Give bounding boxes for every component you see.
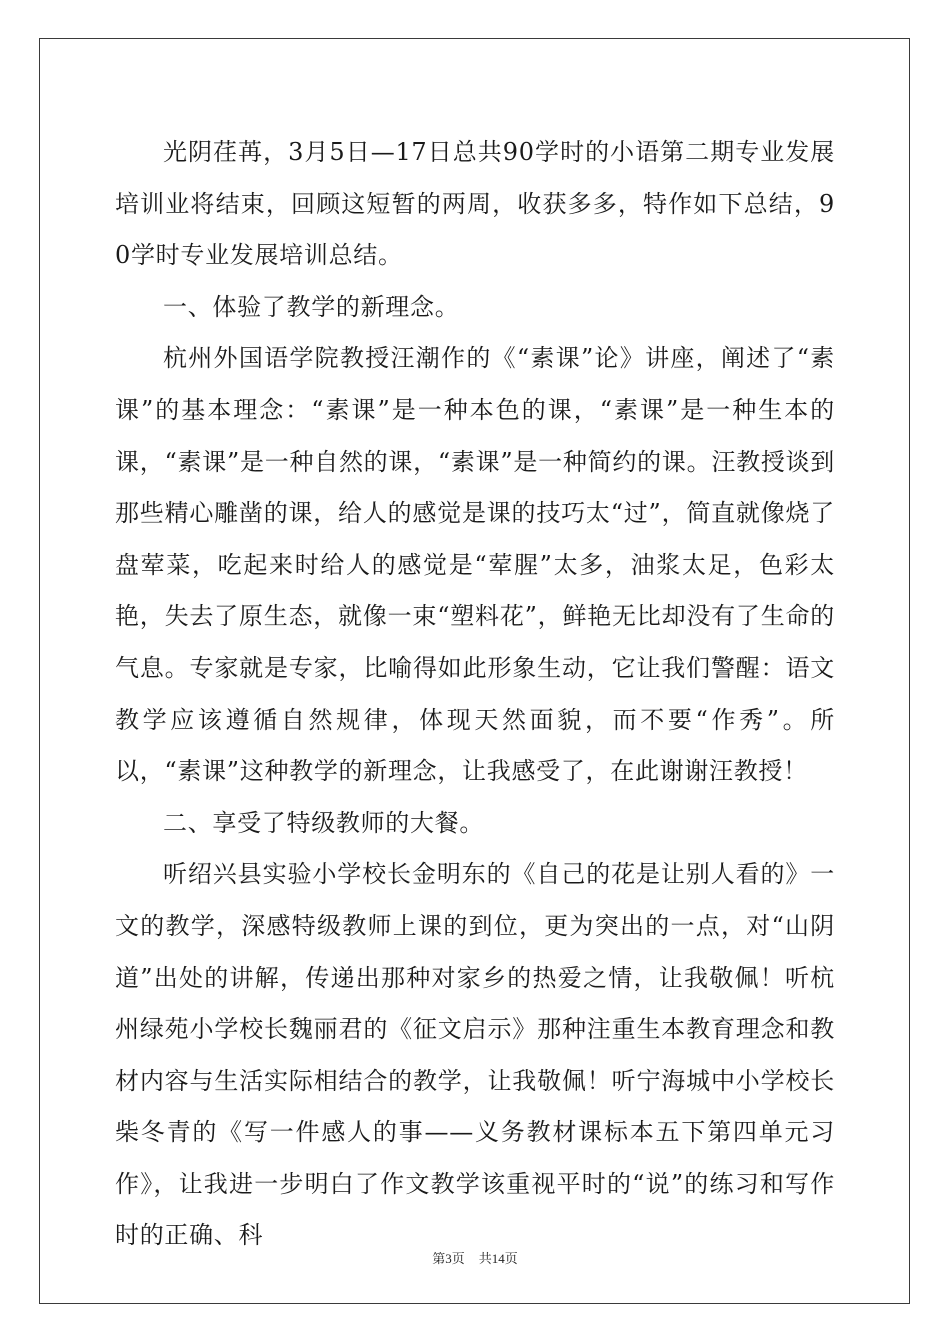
- section-heading-2: 二、享受了特级教师的大餐。: [163, 808, 485, 837]
- section-2-paragraph: 听绍兴县实验小学校长金明东的《自己的花是让别人看的》一文的教学，深感特级教师上课的到位，更为突出的一点，对“山阴道”出处的讲解，传递出那种对家乡的热爱之情，让我敬佩！听杭州绿苑小学校长魏丽君的《征文启示》那种注重生本教育理念和教材内容与生活实际相结合的教学，让我敬佩！听宁海城中小学校长柴冬青的《写一件感人的事——义务教材课标本五下第四单元习作》，让我进一步明白了作文教学该重视平时的“说”的练习和写作时的正确、科: [115, 860, 835, 1250]
- page-number: 第3页: [432, 1251, 465, 1266]
- document-body: [115, 127, 835, 1262]
- intro-paragraph: 光阴荏苒，3月5日—17日总共90学时的小语第二期专业发展培训业将结束，回顾这短暂的两周，收获多多，特作如下总结，90学时专业发展培训总结。: [115, 138, 835, 270]
- section-1-paragraph: 杭州外国语学院教授汪潮作的《“素课”论》讲座，阐述了“素课”的基本理念：“素课”是一种本色的课，“素课”是一种生本的课，“素课”是一种自然的课，“素课”是一种简约的课。汪教授谈到那些精心雕凿的课，给人的感觉是课的技巧太“过”，简直就像烧了盘荤菜，吃起来时给人的感觉是“荤腥”太多，油浆太足，色彩太艳，失去了原生态，就像一束“塑料花”，鲜艳无比却没有了生命的气息。专家就是专家，比喻得如此形象生动，它让我们警醒：语文教学应该遵循自然规律，体现天然面貌，而不要“作秀”。所以，“素课”这种教学的新理念，让我感受了，在此谢谢汪教授！: [115, 344, 835, 786]
- page-footer: [0, 1248, 950, 1267]
- page-total: 共14页: [478, 1251, 518, 1266]
- section-heading-1: 一、体验了教学的新理念。: [163, 292, 460, 321]
